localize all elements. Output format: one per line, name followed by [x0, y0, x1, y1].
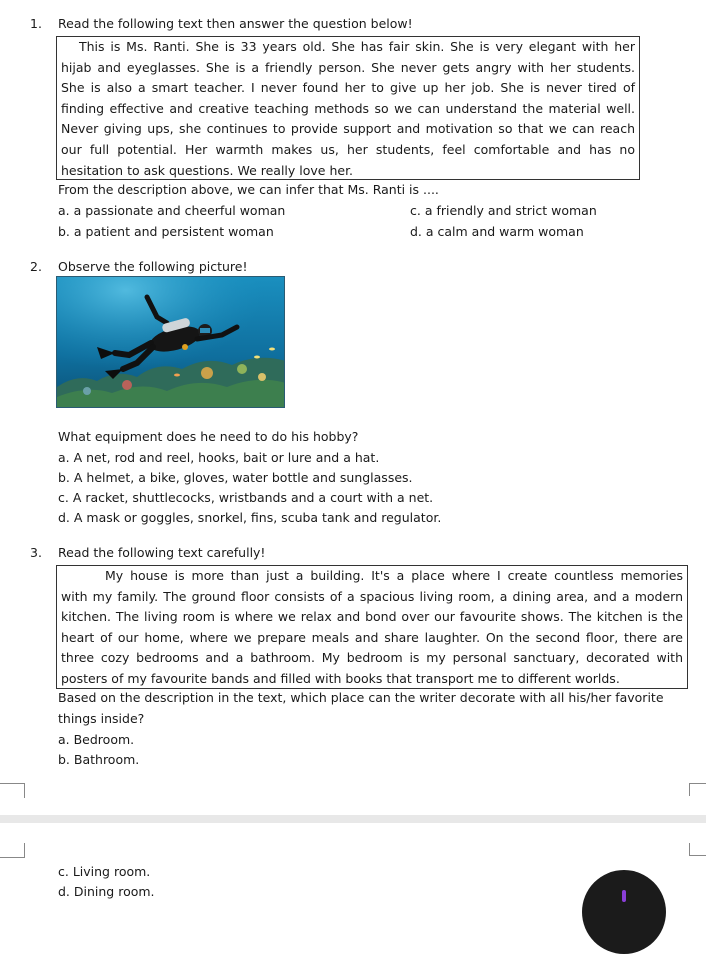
q3-passage-line: heart of our home, where we prepare meals and share laughter. On the second floor, there are	[61, 629, 683, 645]
page-corner-mark	[689, 843, 706, 856]
q1-passage-line: Never giving ups, she continues to provide support and motivation so that we can reach	[61, 121, 635, 137]
q2-option-b[interactable]: b. A helmet, a bike, gloves, water bottle and sunglasses.	[58, 470, 413, 485]
q3-question-line2: things inside?	[58, 711, 145, 726]
page-corner-mark	[0, 783, 25, 798]
q1-passage-line: This is Ms. Ranti. She is 33 years old. She has fair skin. She is very elegant with her	[79, 39, 635, 54]
q3-passage-box	[56, 565, 688, 689]
page-corner-mark	[689, 783, 706, 796]
q3-passage-line: kitchen. The living room is where we relax and bond over our favourite shows. The kitchen is the	[61, 609, 683, 625]
q2-option-d[interactable]: d. A mask or goggles, snorkel, fins, scuba tank and regulator.	[58, 510, 442, 525]
q3-number: 3.	[30, 545, 42, 560]
q3-option-b[interactable]: b. Bathroom.	[58, 752, 140, 767]
q2-question: What equipment does he need to do his hobby?	[58, 429, 359, 444]
q2-option-a[interactable]: a. A net, rod and reel, hooks, bait or lure and a hat.	[58, 450, 380, 465]
q3-option-a[interactable]: a. Bedroom.	[58, 732, 135, 747]
q2-instruction: Observe the following picture!	[58, 259, 248, 274]
q3-passage-line: with my family. The ground floor consists of a spacious living room, a dining area, and a modern	[61, 588, 683, 604]
q3-option-d[interactable]: d. Dining room.	[58, 884, 155, 899]
scuba-diver-photo	[56, 276, 285, 408]
q1-passage-line: finding effective and creative teaching methods so we can understand the material well.	[61, 100, 635, 116]
q3-passage-line: My house is more than just a building. It's a place where I create countless memories	[105, 568, 683, 583]
q2-option-c[interactable]: c. A racket, shuttlecocks, wristbands and a court with a net.	[58, 490, 434, 505]
q1-passage-line: hijab and eyeglasses. She is a friendly person. She never gets angry with her students.	[61, 59, 635, 75]
q1-passage-line: hesitation to ask questions. We really love her.	[61, 162, 354, 178]
page-corner-mark	[0, 843, 25, 858]
q1-passage-line: our full potential. Her warmth makes us, her students, feel comfortable and has no	[61, 141, 635, 157]
q3-question-line1: Based on the description in the text, which place can the writer decorate with all his/her favorite	[58, 690, 664, 705]
q1-option-a[interactable]: a. a passionate and cheerful woman	[58, 203, 286, 218]
q3-instruction: Read the following text carefully!	[58, 545, 266, 560]
floating-action-button[interactable]	[582, 870, 666, 954]
q1-number: 1.	[30, 16, 42, 31]
q3-option-c[interactable]: c. Living room.	[58, 864, 151, 879]
q1-passage-line: She is also a smart teacher. I never found her to give up her job. She is never tired of	[61, 80, 635, 96]
q1-option-b[interactable]: b. a patient and persistent woman	[58, 224, 274, 239]
q3-passage-line: three cozy bedrooms and a bathroom. My bedroom is my personal sanctuary, decorated with	[61, 650, 683, 666]
pen-icon	[622, 890, 626, 902]
q2-number: 2.	[30, 259, 42, 274]
q3-passage-line: posters of my favourite bands and filled with books that transport me to different worlds.	[61, 670, 620, 686]
q1-option-d[interactable]: d. a calm and warm woman	[410, 224, 584, 239]
q1-passage-box	[56, 36, 640, 180]
page-break-divider	[0, 815, 706, 823]
q1-question: From the description above, we can infer that Ms. Ranti is ....	[58, 182, 439, 197]
underwater-scene-illustration	[57, 277, 285, 408]
q1-instruction: Read the following text then answer the question below!	[58, 16, 413, 31]
q1-option-c[interactable]: c. a friendly and strict woman	[410, 203, 597, 218]
